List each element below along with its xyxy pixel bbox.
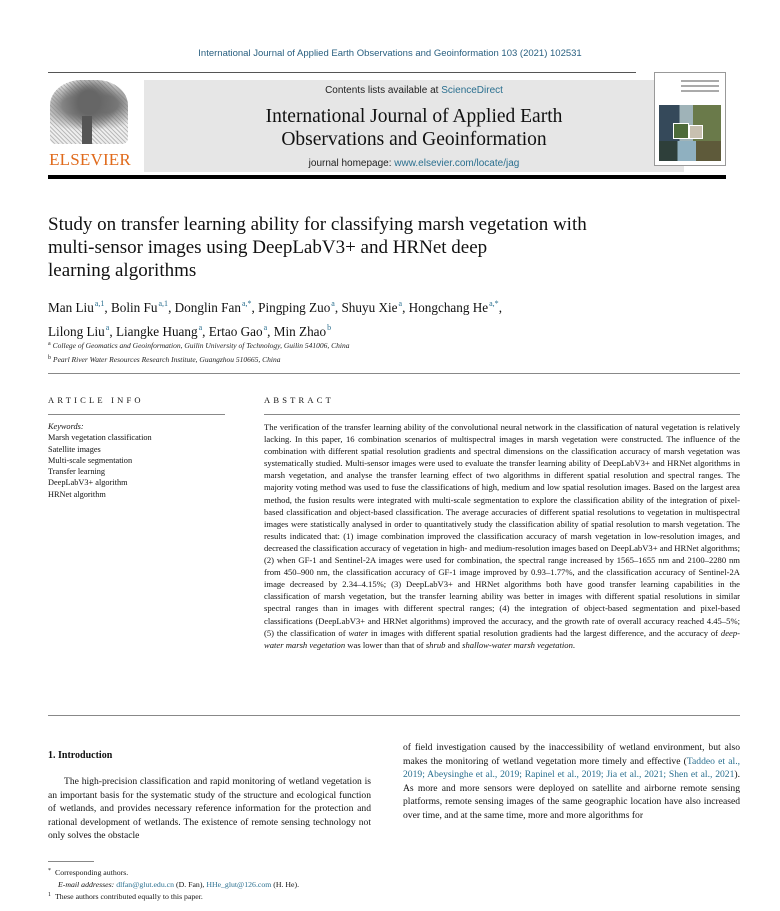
journal-title: [144, 105, 684, 151]
elsevier-tree-trunk: [82, 116, 92, 144]
affiliation-text: Pearl River Water Resources Research Institute, Guangzhou 510665, China: [53, 355, 281, 364]
sciencedirect-link[interactable]: ScienceDirect: [441, 85, 503, 96]
intro-text-segment: of field investigation caused by the inaccessibility of wetland environment, but also makes the monitoring of wetland vegetation more timely and effective (: [403, 742, 740, 767]
article-title-line1: Study on transfer learning ability for classifying marsh vegetation with: [48, 214, 587, 235]
abstract-text-segment: The verification of the transfer learning ability of the convolutional neural network in the classification of natural vegetation is relatively lacking. In this paper, 16 combination scenarios of multispectral images in marsh vegetation were constructed. The influence of the combination with different spatial resolution gradients and spectral dimensions on the classification accuracy of marsh vegetation was systematically studied. Multi-sensor images were used to evaluate the transfer learning ability of DeepLabV3+ and HRNet algorithms in marsh vegetation, and analyse the transfer learning effect of two algorithms in different spatial resolution and spectral ranges. The majority voting method was used to fuse the classifications of high, medium and low spatial resolution images. Based on the largest area method, the fusion results were integrated with multi-scale segmentation to explore the classification ability of the integration of pixel-based classification and object-based classification. The average accuracies of different spatial resolutions to vegetation in multispectral images were statistically analysed in order to quantitatively study the classification ability of spatial resolution to marsh vegetation. The results indicated that: (1) image combination improved the classification accuracy of marsh vegetation in low-resolution images, and decreased the classification accuracy of vegetation in high- and medium-resolution images based on DeepLabV3+ and HRNet algorithms; (2) when GF-1 and Sentinel-2A images were used for combination, the spectral range increased by 1565–1655 nm and 2100–2280 nm from 450–900 nm, the classification accuracy of GF-1 image improved by 0.93–1.77%, and the classification accuracy of Sentinel-2A image decreased by 2.34–4.15%; (3) DeepLabV3+ and HRNet algorithms both have good transfer learning capabilities in the classification of marsh vegetation, but the transfer learning ability was better in images with different spatial resolutions in similar spectral ranges than in images with different spectral ranges; (4) the integration of object-based segmentation and pixel-based classifications (DeepLabV3+ and HRNet algorithms) improved the accuracy, and the growth rate of overall accuracy reached 4.45–5%; (5) the classification of: [264, 422, 740, 638]
keyword-item: DeepLabV3+ algorithm: [48, 478, 128, 488]
abstract-text-segment: was lower than that of: [345, 639, 426, 650]
affiliation-item: [48, 338, 668, 352]
author-name[interactable]: Pingping Zuo: [258, 300, 331, 315]
abstract-emphasis: deep-water marsh vegetation: [264, 627, 740, 650]
abstract-end-rule: [48, 715, 740, 716]
abstract-emphasis: shallow-water marsh vegetation: [462, 639, 573, 650]
author-affiliation-mark[interactable]: a,1: [94, 299, 105, 308]
keyword-item: Marsh vegetation classification: [48, 433, 152, 443]
author-affiliation-mark[interactable]: a,*: [241, 299, 252, 308]
affiliation-mark: a: [48, 341, 51, 347]
abstract-text-segment: and: [445, 639, 463, 650]
abstract-heading: ABSTRACT: [264, 395, 334, 405]
author-name[interactable]: Lilong Liu: [48, 324, 105, 339]
affiliation-text: College of Geomatics and Geoinformation, Guilin University of Technology, Guilin 541006, China: [52, 341, 350, 350]
email-label: E-mail addresses:: [58, 879, 115, 889]
keyword-item: Satellite images: [48, 444, 101, 454]
affiliation-list: [48, 338, 668, 366]
email-link-fan[interactable]: dlfan@glut.edu.cn: [116, 879, 175, 889]
article-info-heading: ARTICLE INFO: [48, 395, 144, 405]
journal-homepage: [144, 158, 684, 169]
author-affiliation-mark[interactable]: a,*: [489, 299, 499, 308]
journal-title-line1: International Journal of Applied Earth: [265, 106, 563, 127]
author-name[interactable]: Shuyu Xie: [341, 300, 398, 315]
footnote-text: Corresponding authors.: [55, 868, 129, 877]
contents-available: [144, 85, 684, 96]
author-affiliation-mark[interactable]: a: [105, 323, 110, 332]
author-name[interactable]: Man Liu: [48, 300, 94, 315]
author-name[interactable]: Min Zhao: [273, 324, 327, 339]
journal-header: [48, 72, 740, 172]
journal-masthead: [144, 80, 684, 172]
journal-title-line2: Observations and Geoinformation: [281, 129, 547, 150]
section-divider: [48, 373, 740, 374]
article-title-line3: learning algorithms: [48, 260, 197, 281]
article-title-line2: multi-sensor images using DeepLabV3+ and HRNet deep: [48, 237, 488, 258]
homepage-prefix: journal homepage:: [308, 158, 395, 169]
author-name[interactable]: Liangke Huang: [115, 324, 198, 339]
article-info-rule: [48, 414, 225, 415]
footnote-mark: 1: [48, 892, 51, 898]
introduction-right-column: [403, 741, 740, 822]
author-affiliation-mark[interactable]: b: [327, 323, 332, 332]
email-owner: (D. Fan),: [174, 879, 207, 889]
keyword-item: Multi-scale segmentation: [48, 455, 133, 465]
author-name[interactable]: Ertao Gao: [208, 324, 263, 339]
running-head: International Journal of Applied Earth Observations and Geoinformation 103 (2021) 102531: [198, 48, 582, 59]
cover-title-block: [659, 77, 719, 99]
abstract-rule: [264, 414, 740, 415]
header-bottom-rule: [48, 175, 726, 179]
footnotes: [48, 866, 428, 903]
footnote-equal-contribution: [48, 890, 428, 903]
author-affiliation-mark[interactable]: a: [263, 323, 268, 332]
keywords-label: Keywords:: [48, 422, 84, 431]
introduction-left-column: The high-precision classification and rapid monitoring of wetland vegetation is an important basis for the systematic study of the structure and ecological function of wetlands, and provides necessary reference information for the protection and rational development of wetlands. The existence of remote sensing technology not only solves the obstacle: [48, 776, 371, 841]
footnote-rule: [48, 861, 94, 862]
elsevier-logo[interactable]: [48, 80, 132, 172]
journal-cover-image[interactable]: [654, 72, 726, 166]
author-affiliation-mark[interactable]: a: [398, 299, 403, 308]
author-line-2: Lilong Liu$^a$, Liangke Huang$^a$, Ertao Gao$^a$, Min Zhao$^b$: [48, 323, 332, 339]
author-affiliation-mark[interactable]: a: [331, 299, 335, 308]
affiliation-item: [48, 352, 668, 366]
author-name[interactable]: Hongchang He: [408, 300, 489, 315]
abstract-body: [264, 421, 740, 651]
footnote-text: These authors contributed equally to this paper.: [55, 892, 203, 901]
intro-text-segment: ). As more and more sensors were deployed on satellite and airborne remote sensing platforms, remote sensing images of the same geographic location have also increased over time, and at the same time, more and more algorithms for: [403, 769, 740, 821]
abstract-text-segment: in images with different spatial resolution gradients had the largest difference, and the accuracy of: [368, 627, 721, 638]
keyword-item: Transfer learning: [48, 467, 106, 477]
cover-mosaic: [659, 105, 721, 161]
abstract-emphasis: water: [348, 627, 369, 638]
author-list: [48, 294, 668, 342]
author-affiliation-mark[interactable]: a: [198, 323, 203, 332]
affiliation-mark: b: [48, 355, 51, 361]
email-owner: (H. He).: [271, 879, 300, 889]
introduction-heading: 1. Introduction: [48, 750, 113, 761]
article-title: [48, 213, 688, 282]
keywords-list: [48, 421, 228, 500]
abstract-text-segment: .: [572, 639, 576, 650]
author-name[interactable]: Donglin Fan: [174, 300, 241, 315]
author-line-1: Man Liu$^{a,1}$, Bolin Fu$^{a,1}$, Donglin Fan$^{a,*}$, Pingping Zuo$^a$, Shuyu Xie$^a$, Hongchang $He^{a,*}$,: [48, 299, 502, 315]
footnote-corresponding: [48, 866, 428, 879]
homepage-link[interactable]: www.elsevier.com/locate/jag: [394, 158, 520, 169]
header-top-rule: [48, 72, 636, 73]
author-affiliation-mark[interactable]: a,1: [158, 299, 169, 308]
email-link-he[interactable]: HHe_glut@126.com: [206, 879, 272, 889]
contents-prefix: Contents lists available at: [325, 85, 442, 96]
footnote-mark: *: [48, 868, 51, 874]
citation-links[interactable]: Taddeo et al., 2019; Abeysinghe et al., 2019; Rapinel et al., 2019; Jia et al., 2021; Shen et al., 2021: [403, 755, 740, 780]
abstract-emphasis: shrub: [425, 639, 446, 650]
elsevier-wordmark: ELSEVIER: [49, 150, 131, 169]
author-name[interactable]: Bolin Fu: [110, 300, 158, 315]
footnote-emails: [48, 879, 428, 891]
keyword-item: HRNet algorithm: [48, 489, 106, 499]
